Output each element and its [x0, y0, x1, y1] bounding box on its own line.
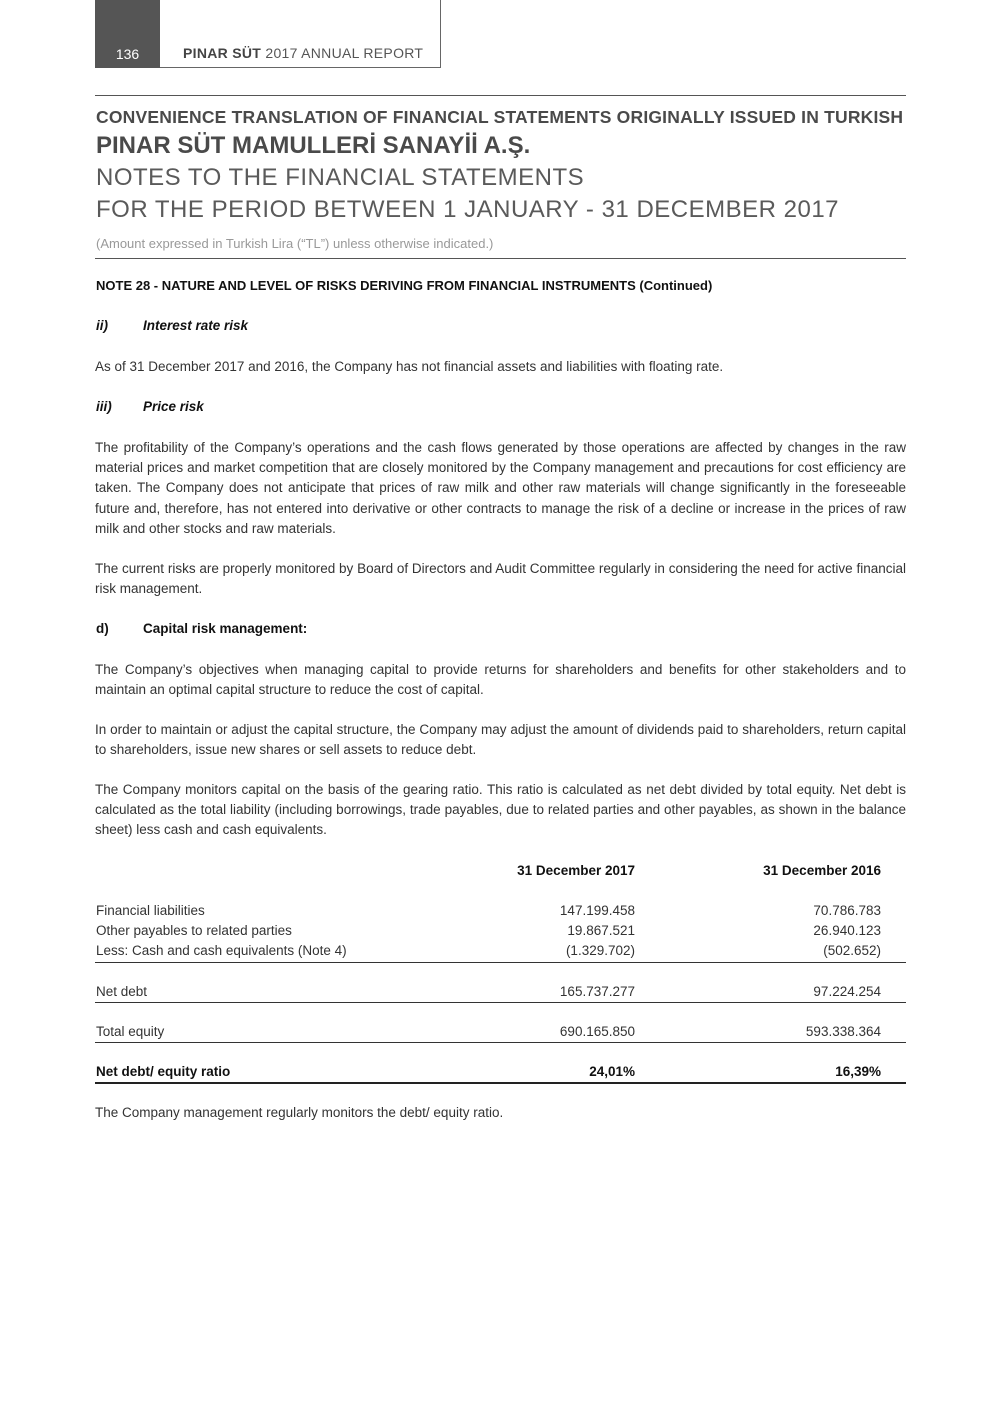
section-title: Price risk — [143, 399, 204, 414]
row-label: Net debt/ equity ratio — [96, 1064, 231, 1079]
table-row — [95, 903, 906, 923]
page-header — [95, 0, 441, 68]
column-header-2016: 31 December 2016 — [763, 863, 881, 878]
value-2016: 26.940.123 — [813, 923, 881, 938]
table-row — [95, 923, 906, 943]
table-row — [95, 943, 906, 963]
section-label: iii) — [96, 399, 112, 414]
capital-paragraph-1: The Company’s objectives when managing capital to provide returns for shareholders and benefits for other stakeholders and to maintain an optimal capital structure to reduce the cost of capital. — [95, 662, 906, 698]
title-rule-top — [95, 95, 906, 96]
amount-note: (Amount expressed in Turkish Lira (“TL”) unless otherwise indicated.) — [96, 236, 494, 251]
row-label: Net debt — [96, 984, 148, 999]
column-header-2017: 31 December 2017 — [517, 863, 635, 878]
table-header-row — [95, 863, 906, 883]
value-2017: 147.199.458 — [559, 903, 635, 918]
capital-paragraph-3: The Company monitors capital on the basis of the gearing ratio. This ratio is calculated as net debt divided by total equity. Net debt is calculated as the total liability (including borrowings, trade payables, due to related parties and other payables, as shown in the balance sheet) less cash and cash equivalents. — [95, 782, 906, 838]
convenience-title: CONVENIENCE TRANSLATION OF FINANCIAL STATEMENTS ORIGINALLY ISSUED IN TURKISH — [96, 107, 904, 127]
row-label: Total equity — [96, 1024, 165, 1039]
section-capital-heading — [96, 621, 307, 636]
value-2016: 97.224.254 — [813, 984, 881, 999]
section-interest-heading — [96, 318, 248, 333]
price-paragraph-2: The current risks are properly monitored by Board of Directors and Audit Committee regularly in considering the need for active financial risk management. — [95, 561, 906, 597]
value-2016: 593.338.364 — [805, 1024, 881, 1039]
value-2016: (502.652) — [823, 943, 881, 958]
table-row — [95, 984, 906, 1004]
table-rule-bottom — [95, 1082, 906, 1084]
note-heading: NOTE 28 - NATURE AND LEVEL OF RISKS DERIVING FROM FINANCIAL INSTRUMENTS (Continued) — [96, 278, 713, 293]
value-2017: 19.867.521 — [567, 923, 635, 938]
header-divider — [160, 67, 441, 68]
brand-name: PINAR SÜT — [183, 45, 262, 61]
section-price-heading — [96, 399, 204, 414]
section-title: Interest rate risk — [143, 318, 249, 333]
report-title — [183, 45, 423, 61]
company-title: PINAR SÜT MAMULLERİ SANAYİİ A.Ş. — [96, 132, 531, 159]
value-2017: 24,01% — [589, 1064, 635, 1079]
value-2017: 690.165.850 — [559, 1024, 635, 1039]
section-label: ii) — [96, 318, 108, 333]
value-2017: (1.329.702) — [565, 943, 635, 958]
capital-paragraph-2: In order to maintain or adjust the capital structure, the Company may adjust the amount of dividends paid to shareholders, return capital to shareholders, issue new shares or sell assets to reduce debt. — [95, 722, 906, 758]
table-rule — [95, 1042, 906, 1043]
notes-title: NOTES TO THE FINANCIAL STATEMENTS — [96, 164, 585, 191]
value-2016: 16,39% — [835, 1064, 881, 1079]
report-name: 2017 ANNUAL REPORT — [265, 45, 424, 61]
header-divider — [440, 0, 441, 68]
row-label: Other payables to related parties — [96, 923, 292, 938]
closing-paragraph: The Company management regularly monitors the debt/ equity ratio. — [95, 1105, 504, 1120]
table-rule — [95, 962, 906, 963]
title-rule-bottom — [95, 258, 906, 259]
price-paragraph-1: The profitability of the Company’s operations and the cash flows generated by those operations are affected by changes in the raw material prices and market competition that are closely monitored by the Company management and precautions for cost efficiency are taken. The Company does not anticipate that prices of raw milk and other raw materials will change significantly in the foreseeable future and, therefore, has not entered into derivative or other contracts to manage the risk of a decline or increase in the prices of raw milk and other stocks and raw materials. — [95, 440, 906, 536]
page-number: 136 — [95, 0, 160, 68]
value-2016: 70.786.783 — [813, 903, 881, 918]
period-title: FOR THE PERIOD BETWEEN 1 JANUARY - 31 DECEMBER 2017 — [96, 196, 840, 223]
row-label: Less: Cash and cash equivalents (Note 4) — [96, 943, 347, 958]
table-row — [95, 1024, 906, 1044]
table-row-total — [95, 1064, 906, 1084]
interest-paragraph: As of 31 December 2017 and 2016, the Company has not financial assets and liabilities with floating rate. — [95, 359, 724, 374]
row-label: Financial liabilities — [96, 903, 205, 918]
table-rule — [95, 1002, 906, 1003]
value-2017: 165.737.277 — [559, 984, 635, 999]
section-title: Capital risk management: — [143, 621, 308, 636]
section-label: d) — [96, 621, 109, 636]
